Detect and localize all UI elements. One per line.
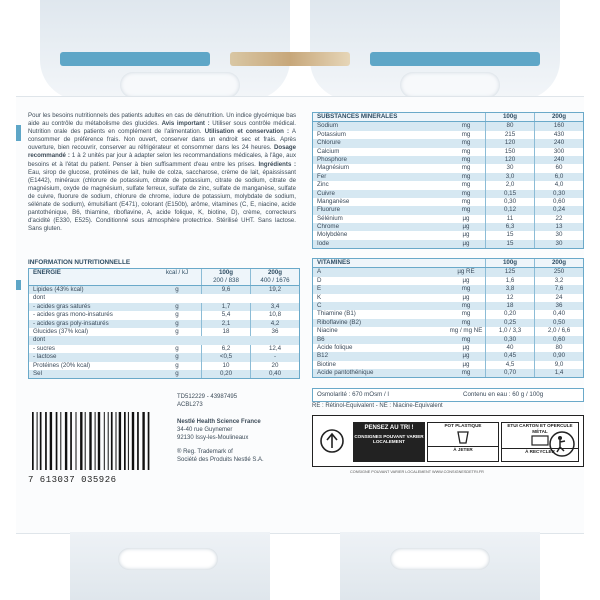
barcode-bar (85, 412, 86, 470)
barcode-bar (148, 412, 150, 470)
barcode-bar (128, 412, 129, 470)
nutrition-unit: g (175, 361, 179, 369)
vitamin-row (313, 302, 583, 310)
mineral-value-200g: 160 (534, 122, 583, 130)
barcode-bar (142, 412, 144, 470)
nutrition-value-200g: - (250, 353, 299, 361)
mineral-value-100g: 150 (485, 148, 534, 156)
nutrition-row (29, 311, 299, 319)
vitamin-value-200g: 250 (534, 268, 583, 276)
vitamin-value-200g: 36 (534, 302, 583, 310)
barcode-bar (116, 412, 117, 470)
carton-title: ETUI CARTON ET OPERCULE MÉTAL (507, 423, 573, 434)
mineral-label: Chrome (317, 223, 340, 231)
vitamin-value-200g: 3,2 (534, 277, 583, 285)
nutrition-value-100g: 0,20 (201, 370, 250, 378)
mineral-value-200g: 30 (534, 231, 583, 239)
vitamin-label: Niacine (317, 327, 338, 335)
vitamin-unit: µg RE (457, 268, 475, 276)
warning-text: Utiliser sous contrôle médical. Nutrition orale des patients en complément de l'alimentation. (28, 120, 296, 136)
col-100g: 100g 200 / 838 (201, 269, 250, 285)
nutrition-value-200g: 19,2 (250, 286, 299, 294)
mineral-row (313, 215, 583, 223)
vitamin-label: Thiamine (B1) (317, 310, 356, 318)
mineral-value-100g: 3,0 (485, 173, 534, 181)
col-100g: 100g (485, 259, 534, 267)
energy-unit: kcal / kJ (165, 269, 189, 276)
vitamin-row (313, 285, 583, 293)
vitamin-row (313, 277, 583, 285)
vitamin-row (313, 319, 583, 327)
nutrition-label: dont (33, 294, 46, 302)
vitamin-value-100g: 1,6 (485, 277, 534, 285)
vitamin-unit: mg / mg NE (449, 327, 483, 335)
vitamin-row (313, 310, 583, 318)
nutrition-label: - acides gras mono-insaturés (33, 311, 113, 319)
vitamin-value-100g: 0,45 (485, 352, 534, 360)
trademark-line: Société des Produits Nestlé S.A. (177, 457, 264, 463)
minerals-table (312, 112, 584, 249)
mineral-unit: µg (462, 231, 470, 239)
nutrition-value-100g: 18 (201, 328, 250, 336)
vitamin-label: Riboflavine (B2) (317, 318, 362, 326)
dosage-text: 1 à 2 unités par jour à adapter selon les recommandations médicales, à l'âge, aux besoins et à l'état du patient. Penser à bien suffisamment d'eau entre les prises. (28, 152, 296, 168)
address-line: 34-40 rue Guynemer (177, 427, 233, 433)
label-strip-left (60, 52, 210, 66)
barcode-bar (137, 412, 139, 470)
nutrition-value-100g: 5,4 (201, 311, 250, 319)
mineral-unit: µg (462, 239, 470, 247)
mineral-row (313, 164, 583, 172)
nutrition-label: - sucres (33, 344, 56, 352)
nutrition-row (29, 362, 299, 370)
barcode-bar (89, 412, 91, 470)
vitamin-unit: mg (461, 301, 471, 309)
nutrition-header-row (29, 269, 299, 286)
mineral-value-100g: 120 (485, 156, 534, 164)
vitamin-value-100g: 12 (485, 294, 534, 302)
mineral-value-100g: 6,3 (485, 223, 534, 231)
mineral-label: Potassium (317, 130, 346, 138)
mineral-label: Calcium (317, 147, 340, 155)
mineral-row (313, 190, 583, 198)
label-strip-right (370, 52, 540, 66)
mineral-row (313, 139, 583, 147)
vitamin-value-100g: 0,70 (485, 369, 534, 377)
ingredients-text: Eau, sirop de glucose, protéines de lait, huile de colza, saccharose, crème de lait, épaississant (E1442), minéraux (chlorure de potassium, citrate de potassium, citrate de sodium, citrate de magnésium, oxyde de magnésium, sulfate ferreux, sulfate de zinc, sulfate de manganèse, sulfate de cuivre, fluorure de sodium, chlorure de chrome, iodure de potassium, molybdate de sodium, sélénate de sodium), émulsifiant (E471), colorant (E150b), arôme, vitamines (C, E, niacine, acide pantothénique, B6, thiamine, riboflavine, A, acide folique, K, biotine, D), crème, correcteurs d'acidité (E330, E525). Conditionné sous atmosphère protectrice. Stérilisé UHT. Sans lactose. Sans gluten. (28, 168, 296, 233)
barcode (28, 410, 168, 472)
vitamin-value-100g: 18 (485, 302, 534, 310)
sort-reminder (353, 422, 425, 462)
vitamin-unit: µg (462, 293, 470, 301)
lot-code: 43987495 (210, 394, 238, 400)
col-200g: 200g 400 / 1676 (250, 269, 299, 285)
nutrition-title: INFORMATION NUTRITIONNELLE (28, 259, 131, 266)
vitamin-label: B6 (317, 335, 325, 343)
vitamin-value-200g: 0,40 (534, 310, 583, 318)
vitamin-label: E (317, 285, 322, 293)
minerals-header-row (313, 113, 583, 122)
mineral-label: Cuivre (317, 189, 335, 197)
vitamin-value-200g: 0,90 (534, 352, 583, 360)
nutrition-value-100g: 2,1 (201, 320, 250, 328)
cup-neck-left (120, 72, 240, 98)
mineral-row (313, 240, 583, 248)
mineral-unit: mg (461, 164, 471, 172)
nutrition-row (29, 286, 299, 294)
barcode-bar (32, 412, 34, 470)
nutrition-unit: g (175, 319, 179, 327)
nutrition-label: Protéines (20% kcal) (33, 361, 91, 369)
mineral-label: Molybdène (317, 231, 348, 239)
mineral-value-200g: 60 (534, 164, 583, 172)
mineral-unit: mg (461, 189, 471, 197)
usage-label: Utilisation et conservation : (204, 128, 290, 136)
vitamin-label: K (317, 293, 322, 301)
mineral-row (313, 181, 583, 189)
mineral-value-200g: 6,0 (534, 173, 583, 181)
barcode-bar (124, 412, 126, 470)
vitamin-value-200g: 24 (534, 294, 583, 302)
mineral-value-200g: 13 (534, 223, 583, 231)
cup-neck-right (400, 72, 500, 98)
mineral-row (313, 231, 583, 239)
mineral-unit: mg (461, 206, 471, 214)
nutrition-value-200g: 0,40 (250, 370, 299, 378)
mineral-value-200g: 22 (534, 215, 583, 223)
barcode-bar (104, 412, 105, 470)
nutrition-label: dont (33, 336, 46, 344)
nutrition-label: Glucides (37% kcal) (33, 327, 89, 335)
mineral-unit: mg (461, 139, 471, 147)
pot-action: À JETER (428, 446, 498, 453)
nutrition-label: - acides gras saturés (33, 302, 91, 310)
nutrition-label: Lipides (43% kcal) (33, 286, 84, 293)
barcode-digits: 7 613037 035926 (28, 475, 117, 485)
pot-title: POT PLASTIQUE (444, 423, 482, 428)
mineral-unit: mg (461, 172, 471, 180)
company-name: Nestlé Health Science France (177, 419, 261, 425)
mineral-row (313, 173, 583, 181)
vitamin-unit: µg (462, 276, 470, 284)
intro-text: Pour les besoins nutritionnels des patients adultes en cas de dénutrition. Un indice glycémique bas aide au contrôle du métabolisme des glucides. (28, 112, 296, 128)
re-note: RE : Rétinol-Equivalent - NE : Niacine-Equivalent (312, 403, 443, 409)
nutrition-row (29, 353, 299, 361)
mineral-label: Fer (317, 172, 327, 180)
triman-icon (319, 426, 345, 456)
vitamin-value-200g: 9,0 (534, 361, 583, 369)
mineral-row (313, 223, 583, 231)
nutrition-row (29, 370, 299, 378)
cup-base-left (118, 548, 218, 570)
mineral-value-100g: 80 (485, 122, 534, 130)
mineral-label: Phosphore (317, 155, 347, 163)
usage-text: A consommer de préférence frais. Non ouvert, conserver dans un endroit sec et frais. Après ouverture, bien recouvrir, conserver au réfrigérateur et consommer dans les 24 heures. (28, 128, 296, 152)
vitamin-unit: mg (461, 318, 471, 326)
col-200g: 200g (534, 259, 583, 267)
nutrition-value-100g: 1,7 (201, 303, 250, 311)
barcode-bar (132, 412, 134, 470)
warning-label: Avis important : (161, 120, 210, 128)
nutrition-unit: g (175, 327, 179, 335)
mineral-label: Sodium (317, 122, 338, 130)
accent-bar (16, 125, 21, 141)
mineral-unit: mg (461, 155, 471, 163)
vitamin-row (313, 344, 583, 352)
mineral-value-100g: 15 (485, 231, 534, 239)
mineral-label: Fluorure (317, 206, 341, 214)
mineral-value-200g: 4,0 (534, 181, 583, 189)
lot-code: TD512229 (177, 394, 206, 400)
mineral-label: Chlorure (317, 139, 341, 147)
vitamin-value-100g: 4,5 (485, 361, 534, 369)
manufacturer-address (177, 418, 261, 442)
col-200g: 200g (534, 113, 583, 121)
mineral-value-200g: 430 (534, 131, 583, 139)
barcode-bar (37, 412, 38, 470)
nutrition-row (29, 345, 299, 353)
vitamin-value-100g: 3,8 (485, 285, 534, 293)
osmolarity-box (312, 388, 584, 402)
vitamin-value-100g: 0,20 (485, 310, 534, 318)
mineral-label: Magnésium (317, 164, 349, 172)
mineral-label: Manganèse (317, 197, 350, 205)
pot-instruction (427, 422, 499, 462)
vitamin-value-200g: 80 (534, 344, 583, 352)
mineral-value-200g: 0,30 (534, 190, 583, 198)
nutrition-value-200g: 20 (250, 362, 299, 370)
vitamin-label: Biotine (317, 360, 336, 368)
recycling-figure-icon (548, 430, 576, 458)
vitamin-value-200g: 0,60 (534, 336, 583, 344)
product-description (28, 112, 296, 233)
mineral-value-200g: 300 (534, 148, 583, 156)
nutrition-row (29, 336, 299, 344)
nutrition-row (29, 294, 299, 302)
mineral-row (313, 131, 583, 139)
mineral-value-100g: 0,30 (485, 198, 534, 206)
vitamin-label: A (317, 268, 322, 276)
nutrition-unit: g (175, 369, 179, 377)
cup-base-right (390, 548, 490, 570)
vitamin-value-200g: 1,4 (534, 369, 583, 377)
nutrition-value-100g: 6,2 (201, 345, 250, 353)
vitamin-value-200g: 0,50 (534, 319, 583, 327)
vitamin-row (313, 268, 583, 276)
mineral-value-200g: 240 (534, 139, 583, 147)
barcode-bar (111, 412, 113, 470)
mineral-row (313, 198, 583, 206)
vitamin-row (313, 361, 583, 369)
nutrition-value-200g: 3,4 (250, 303, 299, 311)
vitamin-value-200g: 7,6 (534, 285, 583, 293)
nutrition-unit: g (175, 353, 179, 361)
vitamin-value-100g: 0,25 (485, 319, 534, 327)
vitamin-value-100g: 40 (485, 344, 534, 352)
mineral-label: Sélénium (317, 214, 343, 222)
carton-action: À RECYCLER (502, 448, 578, 455)
vitamin-unit: µg (462, 352, 470, 360)
mineral-value-200g: 240 (534, 156, 583, 164)
vitamin-row (313, 369, 583, 377)
vitamin-value-100g: 1,0 / 3,3 (485, 327, 534, 335)
mineral-value-200g: 0,24 (534, 206, 583, 214)
vitamin-unit: µg (462, 343, 470, 351)
recycling-footer: CONSIGNE POUVANT VARIER LOCALEMENT WWW.CONSIGNESDETRI.FR (350, 470, 484, 474)
ingredients-label: Ingrédients : (258, 160, 296, 168)
nutrition-label: - acides gras poly-insaturés (33, 319, 109, 327)
nutrition-value-100g: 10 (201, 362, 250, 370)
vitamin-unit: mg (461, 310, 471, 318)
vitamin-label: B12 (317, 352, 329, 360)
vitamin-unit: mg (461, 369, 471, 377)
mineral-value-200g: 30 (534, 240, 583, 248)
sort-text: CONSIGNES POUVANT VARIER LOCALEMENT (354, 433, 424, 445)
mineral-unit: mg (461, 122, 471, 130)
mineral-unit: mg (461, 181, 471, 189)
water-content-text: Contenu en eau : 60 g / 100g (463, 391, 544, 398)
nutrition-row (29, 303, 299, 311)
mineral-unit: mg (461, 197, 471, 205)
mineral-row (313, 206, 583, 214)
barcode-bar (95, 412, 96, 470)
sort-title: PENSEZ AU TRI ! (364, 425, 414, 431)
barcode-bar (45, 412, 47, 470)
barcode-bar (80, 412, 82, 470)
vitamin-label: Acide folique (317, 343, 353, 351)
barcode-bar (119, 412, 121, 470)
mineral-unit: mg (461, 147, 471, 155)
nutrition-table (28, 268, 300, 379)
mineral-label: Zinc (317, 181, 329, 189)
vitamin-unit: mg (461, 335, 471, 343)
mineral-value-100g: 15 (485, 240, 534, 248)
trademark-line: ® Reg. Trademark of (177, 449, 233, 455)
vitamins-header-row (313, 259, 583, 268)
vitamin-row (313, 327, 583, 335)
mineral-value-200g: 0,60 (534, 198, 583, 206)
vitamins-title: VITAMINES (317, 259, 351, 266)
carton-icon (530, 434, 550, 446)
mineral-row (313, 156, 583, 164)
vitamin-unit: µg (462, 360, 470, 368)
nutrition-unit: g (175, 344, 179, 352)
mineral-value-100g: 0,12 (485, 206, 534, 214)
lot-codes: TD512229 - 43987495 ACBL273 (177, 394, 238, 408)
mineral-row (313, 122, 583, 130)
nutrition-value-200g: 4,2 (250, 320, 299, 328)
vitamin-row (313, 352, 583, 360)
vitamin-value-100g: 0,30 (485, 336, 534, 344)
nutrition-label: Sel (33, 369, 42, 377)
mineral-unit: µg (462, 214, 470, 222)
mineral-value-100g: 2,0 (485, 181, 534, 189)
barcode-bar (98, 412, 100, 470)
product-photo-strip (230, 52, 350, 66)
mineral-value-100g: 120 (485, 139, 534, 147)
nutrition-unit: g (175, 302, 179, 310)
barcode-bar (50, 412, 52, 470)
barcode-bar (65, 412, 67, 470)
recycling-info (312, 415, 584, 467)
lot-code: ACBL273 (177, 402, 203, 408)
mineral-value-100g: 11 (485, 215, 534, 223)
osmolarity-text: Osmolarité : 670 mOsm / l (317, 391, 389, 398)
pot-icon (455, 429, 471, 445)
trademark-note (177, 448, 264, 464)
barcode-bar (60, 412, 61, 470)
nutrition-value-100g: <0,5 (201, 353, 250, 361)
dosage-label: Dosage recommandé : (28, 144, 296, 160)
nutrition-row (29, 320, 299, 328)
vitamin-row (313, 336, 583, 344)
nutrition-value-100g: 9,6 (201, 286, 250, 294)
mineral-value-100g: 30 (485, 164, 534, 172)
nutrition-value-200g: 12,4 (250, 345, 299, 353)
col-100g: 100g (485, 113, 534, 121)
nutrition-value-200g: 10,8 (250, 311, 299, 319)
accent-bar (16, 280, 21, 290)
vitamin-label: Acide pantothénique (317, 369, 374, 377)
nutrition-unit: g (175, 286, 179, 293)
mineral-label: Iode (317, 239, 330, 247)
energy-label: ENERGIE (33, 269, 61, 276)
barcode-bar (40, 412, 42, 470)
nutrition-value-200g: 36 (250, 328, 299, 336)
address-line: 92130 Issy-les-Moulineaux (177, 435, 249, 441)
mineral-value-100g: 215 (485, 131, 534, 139)
vitamins-table (312, 258, 584, 378)
mineral-unit: µg (462, 223, 470, 231)
nutrition-unit: g (175, 311, 179, 319)
vitamin-row (313, 294, 583, 302)
minerals-title: SUBSTANCES MINERALES (317, 113, 398, 120)
barcode-bar (76, 412, 77, 470)
mineral-row (313, 148, 583, 156)
barcode-bar (108, 412, 109, 470)
vitamin-value-200g: 2,0 / 6,6 (534, 327, 583, 335)
vitamin-label: D (317, 276, 322, 284)
vitamin-label: C (317, 301, 322, 309)
mineral-unit: mg (461, 130, 471, 138)
vitamin-value-100g: 125 (485, 268, 534, 276)
nutrition-row (29, 328, 299, 336)
barcode-bar (70, 412, 72, 470)
mineral-value-100g: 0,15 (485, 190, 534, 198)
barcode-bar (56, 412, 58, 470)
nutrition-label: - lactose (33, 353, 57, 361)
vitamin-unit: mg (461, 285, 471, 293)
